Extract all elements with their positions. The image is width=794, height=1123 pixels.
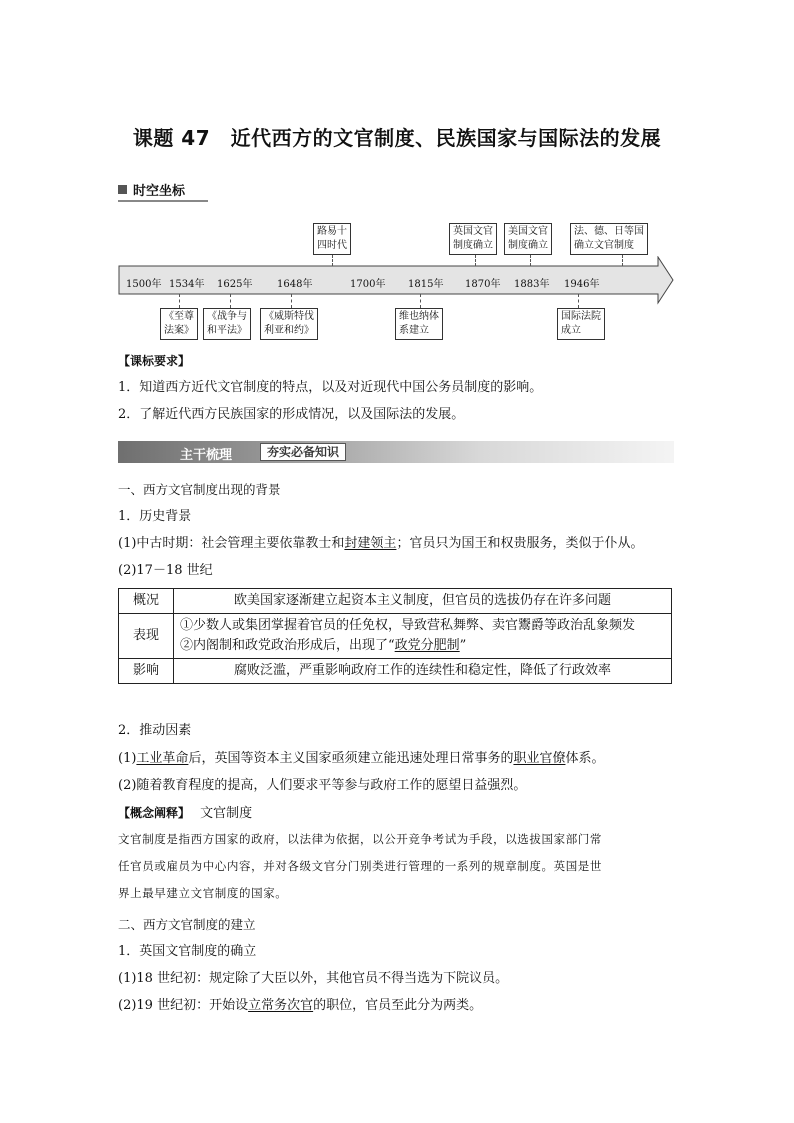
timeline-event-above: 路易十 四时代 xyxy=(313,223,351,255)
timeline-year: 1625年 xyxy=(217,279,253,290)
part1-sub2: 2．推动因素 xyxy=(118,723,192,738)
timeline-connector xyxy=(475,255,476,266)
banner-sub-label: 夯实必备知识 xyxy=(260,443,346,461)
part1-p2: (2)17－18 世纪 xyxy=(118,563,213,578)
timeline-year: 1815年 xyxy=(408,279,444,290)
timeline-year: 1648年 xyxy=(277,279,313,290)
timeline-connector xyxy=(578,294,579,308)
section-banner xyxy=(118,441,674,463)
part1-q2: (2)随着教育程度的提高，人们要求平等参与政府工作的愿望日益强烈。 xyxy=(118,778,527,793)
timeline-event-above: 美国文官 制度确立 xyxy=(504,223,552,255)
part2-sub1: 1．英国文官制度的确立 xyxy=(118,944,257,959)
table-key: 概况 xyxy=(119,589,174,614)
concept-line: 任官员或雇员为中心内容，并对各级文官分门别类进行管理的一系列的规章制度。英国是世 xyxy=(118,859,602,873)
part1-p1: (1)中古时期：社会管理主要依靠教士和封建领主；官员只为国王和权贵服务，类似于仆从。 xyxy=(118,536,644,551)
timeline-connector xyxy=(179,294,180,308)
blank-answer: 职业官僚 xyxy=(513,751,566,766)
part2-p2: (2)19 世纪初：开始设立常务次官的职位，官员至此分为两类。 xyxy=(118,998,483,1013)
timeline-event-above: 英国文官 制度确立 xyxy=(449,223,497,255)
table-key: 表现 xyxy=(119,614,174,659)
timeline-year: 1883年 xyxy=(514,279,550,290)
timeline-connector xyxy=(332,255,333,266)
background-table xyxy=(118,588,672,684)
concept-title: 文官制度 xyxy=(200,806,253,821)
timeline-year: 1534年 xyxy=(169,279,205,290)
table-row xyxy=(119,659,672,684)
table-value: 腐败泛滥，严重影响政府工作的连续性和稳定性，降低了行政效率 xyxy=(174,659,672,684)
part1-sub1: 1．历史背景 xyxy=(118,509,192,524)
page-title: 课题 47 近代西方的文官制度、民族国家与国际法的发展 xyxy=(132,126,662,150)
timeline-year: 1870年 xyxy=(465,279,501,290)
blank-answer: 工业革命 xyxy=(136,751,189,766)
timeline-connector xyxy=(530,255,531,266)
banner-main-label: 主干梳理 xyxy=(180,448,233,463)
timeline-year: 1500年 xyxy=(126,279,162,290)
table-key: 影响 xyxy=(119,659,174,684)
timeline-connector xyxy=(230,294,231,308)
blank-answer: 政党分肥制 xyxy=(394,638,460,653)
part2-heading: 二、西方文官制度的建立 xyxy=(118,917,256,932)
part2-p1: (1)18 世纪初：规定除了大臣以外，其他官员不得当选为下院议员。 xyxy=(118,971,509,986)
timeline-connector xyxy=(420,294,421,308)
table-row xyxy=(119,614,672,659)
table-value: ①少数人或集团掌握着官员的任免权，导致营私舞弊、卖官鬻爵等政治乱象频发 ②内阁制和政党政治形成后，出现了“政党分肥制” xyxy=(174,614,672,659)
timeline-event-below: 《战争与 和平法》 xyxy=(203,308,251,340)
timeline-connector xyxy=(291,294,292,308)
concept-line: 文官制度是指西方国家的政府，以法律为依据，以公开竞争考试为手段，以选拔国家部门常 xyxy=(118,832,602,846)
table-value: 欧美国家逐渐建立起资本主义制度，但官员的选拔仍存在许多问题 xyxy=(174,589,672,614)
concept-tag: 【概念阐释】 xyxy=(118,806,191,820)
timeline-year: 1946年 xyxy=(564,279,600,290)
blank-answer: 封建领主 xyxy=(344,536,397,551)
concept-line: 界上最早建立文官制度的国家。 xyxy=(118,886,288,900)
timeline-event-below: 维也纳体 系建立 xyxy=(395,308,443,340)
part1-q1: (1)工业革命后，英国等资本主义国家亟须建立能迅速处理日常事务的职业官僚体系。 xyxy=(118,751,605,766)
square-bullet-icon xyxy=(118,185,127,194)
timeline-connector xyxy=(622,255,623,266)
kebiao-item: 2．了解近代西方民族国家的形成情况，以及国际法的发展。 xyxy=(118,407,465,422)
section-header-label: 时空坐标 xyxy=(133,184,186,199)
section-header-timeline xyxy=(118,180,208,202)
timeline-event-below: 国际法院 成立 xyxy=(557,308,605,340)
table-row xyxy=(119,589,672,614)
concept-header xyxy=(118,804,252,823)
blank-answer: 立常务次官 xyxy=(248,998,314,1013)
timeline-year: 1700年 xyxy=(350,279,386,290)
kebiao-heading: 【课标要求】 xyxy=(118,354,191,368)
timeline-event-below: 《至尊 法案》 xyxy=(160,308,198,340)
kebiao-item: 1．知道西方近代文官制度的特点，以及对近现代中国公务员制度的影响。 xyxy=(118,380,543,395)
part1-heading: 一、西方文官制度出现的背景 xyxy=(118,482,281,497)
timeline-event-below: 《威斯特伐 利亚和约》 xyxy=(260,308,318,340)
timeline-event-above: 法、德、日等国 确立文官制度 xyxy=(570,223,648,255)
